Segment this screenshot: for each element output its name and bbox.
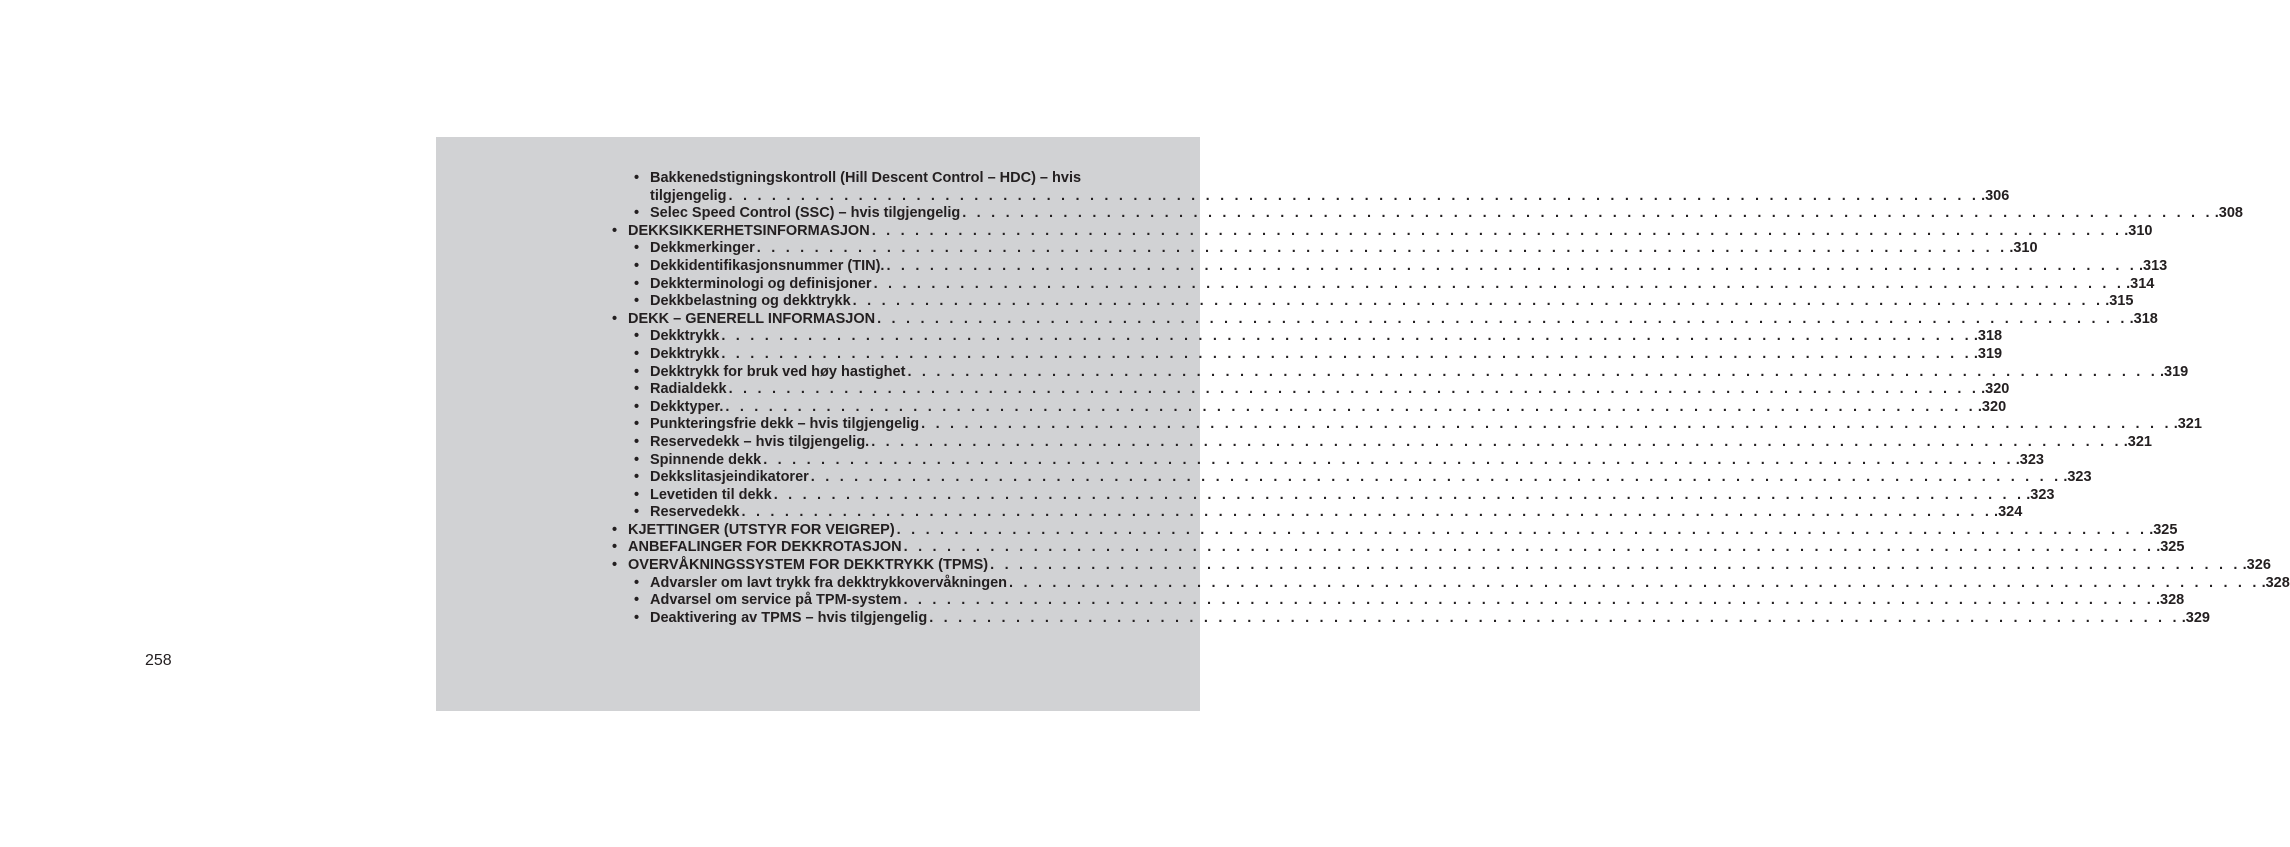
toc-entry[interactable] [612, 310, 2158, 329]
toc-entry-title: Dekkmerkinger [650, 240, 755, 257]
toc-entry[interactable] [612, 205, 2243, 223]
toc-entry[interactable] [612, 293, 2134, 311]
table-of-contents [612, 170, 2290, 627]
toc-entry[interactable] [612, 275, 2155, 294]
page-number: 258 [145, 652, 172, 669]
toc-entry-page: .325 [2156, 539, 2185, 556]
toc-entry[interactable] [612, 592, 2185, 610]
toc-entry-page: .319 [1973, 345, 2003, 362]
toc-entry-title: ANBEFALINGER FOR DEKKROTASJON [628, 539, 902, 556]
bullet-icon: • [612, 539, 618, 556]
dot-leader: . . . . . . . . . . . . . . . . . . . . . . . . . . . . . . . . . . . . . . . . . . . . . . . . . . . . . . . . . . . . . . . . . . . . . . . . . . . . . . . . . . . . . . . [810, 469, 2062, 486]
bullet-icon: • [612, 222, 618, 239]
toc-entry[interactable] [612, 345, 2003, 364]
bullet-icon: • [634, 398, 640, 415]
dot-leader: . . . . . . . . . . . . . . . . . . . . . . . . . . . . . . . . . . . . . . . . . . . . . . . . . . . . . . . . . . . . . . . . . . . . . . . . . . . . . . . . . . . . . . . [886, 257, 2138, 274]
toc-entry-title: Reservedekk [650, 504, 740, 521]
toc-entry[interactable] [612, 240, 2038, 258]
toc-entry-title: Dekktrykk for bruk ved høy hastighet [650, 363, 906, 380]
bullet-icon: • [634, 433, 640, 450]
toc-entry-page: .323 [2015, 451, 2044, 468]
toc-entry-title: Selec Speed Control (SSC) – hvis tilgjengelig [650, 205, 961, 222]
toc-entry-page: .314 [2126, 275, 2155, 292]
toc-entry-page: .323 [2026, 486, 2055, 503]
toc-entry-page: .320 [1981, 381, 2010, 398]
bullet-icon: • [634, 363, 640, 380]
bullet-icon: • [634, 451, 640, 468]
toc-entry-title: Levetiden til dekk [650, 486, 772, 503]
dot-leader: . . . . . . . . . . . . . . . . . . . . . . . . . . . . . . . . . . . . . . . . . . . . . . . . . . . . . . . . . . . . . . . . . . . . . . . . . . . . . . . . . . . . . . . [721, 328, 1972, 345]
toc-entry-title: Advarsler om lavt trykk fra dekktrykkovervåkningen [650, 574, 1008, 591]
bullet-icon: • [634, 345, 640, 362]
bullet-icon: • [634, 504, 640, 521]
toc-entry[interactable] [612, 222, 2153, 241]
dot-leader: . . . . . . . . . . . . . . . . . . . . . . . . . . . . . . . . . . . . . . . . . . . . . . . . . . . . . . . . . . . . . . . . . . . . . . . . . . . . . . . . . . . . . . . [896, 521, 2148, 538]
toc-entry-page: .318 [2129, 310, 2158, 327]
bullet-icon: • [634, 293, 640, 310]
bullet-icon: • [634, 592, 640, 609]
toc-entry-page: .313 [2139, 257, 2168, 274]
bullet-icon: • [634, 240, 640, 257]
dot-leader: . . . . . . . . . . . . . . . . . . . . . . . . . . . . . . . . . . . . . . . . . . . . . . . . . . . . . . . . . . . . . . . . . . . . . . . . . . . . . . . . . . . . . . . [921, 416, 2172, 433]
dot-leader: . . . . . . . . . . . . . . . . . . . . . . . . . . . . . . . . . . . . . . . . . . . . . . . . . . . . . . . . . . . . . . . . . . . . . . . . . . . . . . . . . . . . . . . [773, 486, 2025, 503]
toc-entry-page: .328 [2261, 574, 2290, 591]
toc-entry-title: OVERVÅKNINGSSYSTEM FOR DEKKTRYKK (TPMS) [628, 557, 989, 574]
toc-entry-title: Dekktrykk [650, 345, 720, 362]
toc-entry[interactable] [612, 398, 2007, 417]
dot-leader: . . . . . . . . . . . . . . . . . . . . . . . . . . . . . . . . . . . . . . . . . . . . . . . . . . . . . . . . . . . . . . . . . . . . . . . . . . . . . . . . . . . . . . . [962, 205, 2213, 222]
dot-leader: . . . . . . . . . . . . . . . . . . . . . . . . . . . . . . . . . . . . . . . . . . . . . . . . . . . . . . . . . . . . . . . . . . . . . . . . . . . . . . . . . . . . . . . [725, 398, 1976, 415]
toc-entry-title: Dekktrykk [650, 328, 720, 345]
dot-leader: . . . . . . . . . . . . . . . . . . . . . . . . . . . . . . . . . . . . . . . . . . . . . . . . . . . . . . . . . . . . . . . . . . . . . . . . . . . . . . . . . . . . . . . [907, 363, 2158, 380]
dot-leader: . . . . . . . . . . . . . . . . . . . . . . . . . . . . . . . . . . . . . . . . . . . . . . . . . . . . . . . . . . . . . . . . . . . . . . . . . . . . . . . . . . . . . . . [763, 451, 2014, 468]
toc-entry-page: .326 [2242, 557, 2271, 574]
toc-entry[interactable] [612, 486, 2055, 505]
toc-entry-title: Dekkterminologi og definisjoner [650, 275, 872, 292]
toc-entry-title: KJETTINGER (UTSTYR FOR VEIGREP) [628, 521, 895, 538]
toc-entry[interactable] [612, 609, 2210, 628]
toc-entry[interactable] [612, 521, 2178, 540]
bullet-icon: • [634, 205, 640, 222]
dot-leader: . . . . . . . . . . . . . . . . . . . . . . . . . . . . . . . . . . . . . . . . . . . . . . . . . . . . . . . . . . . . . . . . . . . . . . . . . . . . . . . . . . . . . . . [877, 310, 2128, 327]
dot-leader: . . . . . . . . . . . . . . . . . . . . . . . . . . . . . . . . . . . . . . . . . . . . . . . . . . . . . . . . . . . . . . . . . . . . . . . . . . . . . . . . . . . . . . . [990, 557, 2241, 574]
toc-entry[interactable] [612, 433, 2152, 452]
toc-entry-page: .321 [2173, 416, 2202, 433]
toc-entry-continuation[interactable] [612, 187, 2010, 206]
dot-leader: . . . . . . . . . . . . . . . . . . . . . . . . . . . . . . . . . . . . . . . . . . . . . . . . . . . . . . . . . . . . . . . . . . . . . . . . . . . . . . . . . . . . . . . [871, 433, 2122, 450]
toc-entry-page: .324 [1994, 504, 2023, 521]
toc-entry[interactable] [612, 557, 2271, 575]
toc-entry-page: .329 [2181, 609, 2210, 626]
toc-entry-title: Dekkslitasjeindikatorer [650, 469, 809, 486]
toc-entry-title: DEKK – GENERELL INFORMASJON [628, 310, 876, 327]
toc-entry-page: .310 [2124, 222, 2153, 239]
toc-entry-title-continued: tilgjengelig [650, 187, 727, 204]
toc-entry[interactable] [612, 363, 2189, 382]
toc-entry[interactable] [612, 328, 2003, 346]
toc-entry-page: .325 [2149, 521, 2178, 538]
toc-entry[interactable] [612, 539, 2185, 557]
toc-entry-title: Advarsel om service på TPM-system [650, 592, 902, 609]
toc-entry-page: .310 [2009, 240, 2038, 257]
dot-leader: . . . . . . . . . . . . . . . . . . . . . . . . . . . . . . . . . . . . . . . . . . . . . . . . . . . . . . . . . . . . . . . . . . . . . . . . . . . . . . . . . . . . . . . [721, 345, 1972, 362]
toc-entry-title: Dekkidentifikasjonsnummer (TIN). [650, 257, 885, 274]
bullet-icon: • [634, 416, 640, 433]
toc-entry-page: .319 [2159, 363, 2189, 380]
dot-leader: . . . . . . . . . . . . . . . . . . . . . . . . . . . . . . . . . . . . . . . . . . . . . . . . . . . . . . . . . . . . . . . . . . . . . . . . . . . . . . . . . . . . . . . [728, 187, 1980, 204]
toc-entry-title: DEKKSIKKERHETSINFORMASJON [628, 222, 870, 239]
toc-entry-title: Spinnende dekk [650, 451, 762, 468]
toc-entry-page: .308 [2214, 205, 2243, 222]
toc-entry[interactable] [612, 416, 2202, 434]
toc-entry-page: .318 [1973, 328, 2003, 345]
dot-leader: . . . . . . . . . . . . . . . . . . . . . . . . . . . . . . . . . . . . . . . . . . . . . . . . . . . . . . . . . . . . . . . . . . . . . . . . . . . . . . . . . . . . . . . [873, 275, 2125, 292]
bullet-icon: • [634, 257, 640, 274]
toc-entry-page: .320 [1977, 398, 2007, 415]
dot-leader: . . . . . . . . . . . . . . . . . . . . . . . . . . . . . . . . . . . . . . . . . . . . . . . . . . . . . . . . . . . . . . . . . . . . . . . . . . . . . . . . . . . . . . . [741, 504, 1993, 521]
toc-entry-page: .328 [2156, 592, 2185, 609]
toc-entry-page: .323 [2063, 469, 2092, 486]
toc-entry[interactable] [612, 170, 1152, 188]
toc-entry-page: .306 [1981, 187, 2010, 204]
dot-leader: . . . . . . . . . . . . . . . . . . . . . . . . . . . . . . . . . . . . . . . . . . . . . . . . . . . . . . . . . . . . . . . . . . . . . . . . . . . . . . . . . . . . . . . [1009, 574, 2260, 591]
toc-entry-page: .315 [2105, 293, 2134, 310]
dot-leader: . . . . . . . . . . . . . . . . . . . . . . . . . . . . . . . . . . . . . . . . . . . . . . . . . . . . . . . . . . . . . . . . . . . . . . . . . . . . . . . . . . . . . . . [903, 539, 2155, 556]
bullet-icon: • [634, 609, 640, 626]
toc-entry-title: Reservedekk – hvis tilgjengelig. [650, 433, 870, 450]
toc-entry-title: Dekktyper. [650, 398, 724, 415]
bullet-icon: • [634, 469, 640, 486]
dot-leader: . . . . . . . . . . . . . . . . . . . . . . . . . . . . . . . . . . . . . . . . . . . . . . . . . . . . . . . . . . . . . . . . . . . . . . . . . . . . . . . . . . . . . . . [871, 222, 2123, 239]
dot-leader: . . . . . . . . . . . . . . . . . . . . . . . . . . . . . . . . . . . . . . . . . . . . . . . . . . . . . . . . . . . . . . . . . . . . . . . . . . . . . . . . . . . . . . . [852, 293, 2104, 310]
toc-entry[interactable] [612, 574, 2290, 593]
toc-entry[interactable] [612, 504, 2023, 522]
bullet-icon: • [634, 486, 640, 503]
dot-leader: . . . . . . . . . . . . . . . . . . . . . . . . . . . . . . . . . . . . . . . . . . . . . . . . . . . . . . . . . . . . . . . . . . . . . . . . . . . . . . . . . . . . . . . [929, 609, 2180, 626]
toc-entry-title: Radialdekk [650, 381, 727, 398]
toc-entry[interactable] [612, 469, 2092, 487]
bullet-icon: • [612, 557, 618, 574]
dot-leader: . . . . . . . . . . . . . . . . . . . . . . . . . . . . . . . . . . . . . . . . . . . . . . . . . . . . . . . . . . . . . . . . . . . . . . . . . . . . . . . . . . . . . . . [903, 592, 2154, 609]
bullet-icon: • [612, 521, 618, 538]
bullet-icon: • [634, 381, 640, 398]
toc-entry[interactable] [612, 257, 2168, 276]
dot-leader: . . . . . . . . . . . . . . . . . . . . . . . . . . . . . . . . . . . . . . . . . . . . . . . . . . . . . . . . . . . . . . . . . . . . . . . . . . . . . . . . . . . . . . . [756, 240, 2008, 257]
toc-entry-title: Dekkbelastning og dekktrykk [650, 293, 851, 310]
toc-entry-title: Punkteringsfrie dekk – hvis tilgjengelig [650, 416, 920, 433]
toc-entry-title: Bakkenedstigningskontroll (Hill Descent Control – HDC) – hvis [650, 170, 1082, 186]
toc-entry[interactable] [612, 381, 2010, 399]
bullet-icon: • [612, 310, 618, 327]
toc-entry-title: Deaktivering av TPMS – hvis tilgjengelig [650, 609, 928, 626]
bullet-icon: • [634, 170, 640, 186]
dot-leader: . . . . . . . . . . . . . . . . . . . . . . . . . . . . . . . . . . . . . . . . . . . . . . . . . . . . . . . . . . . . . . . . . . . . . . . . . . . . . . . . . . . . . . . [728, 381, 1980, 398]
toc-entry[interactable] [612, 451, 2044, 470]
bullet-icon: • [634, 574, 640, 591]
bullet-icon: • [634, 328, 640, 345]
toc-entry-page: .321 [2123, 433, 2152, 450]
bullet-icon: • [634, 275, 640, 292]
